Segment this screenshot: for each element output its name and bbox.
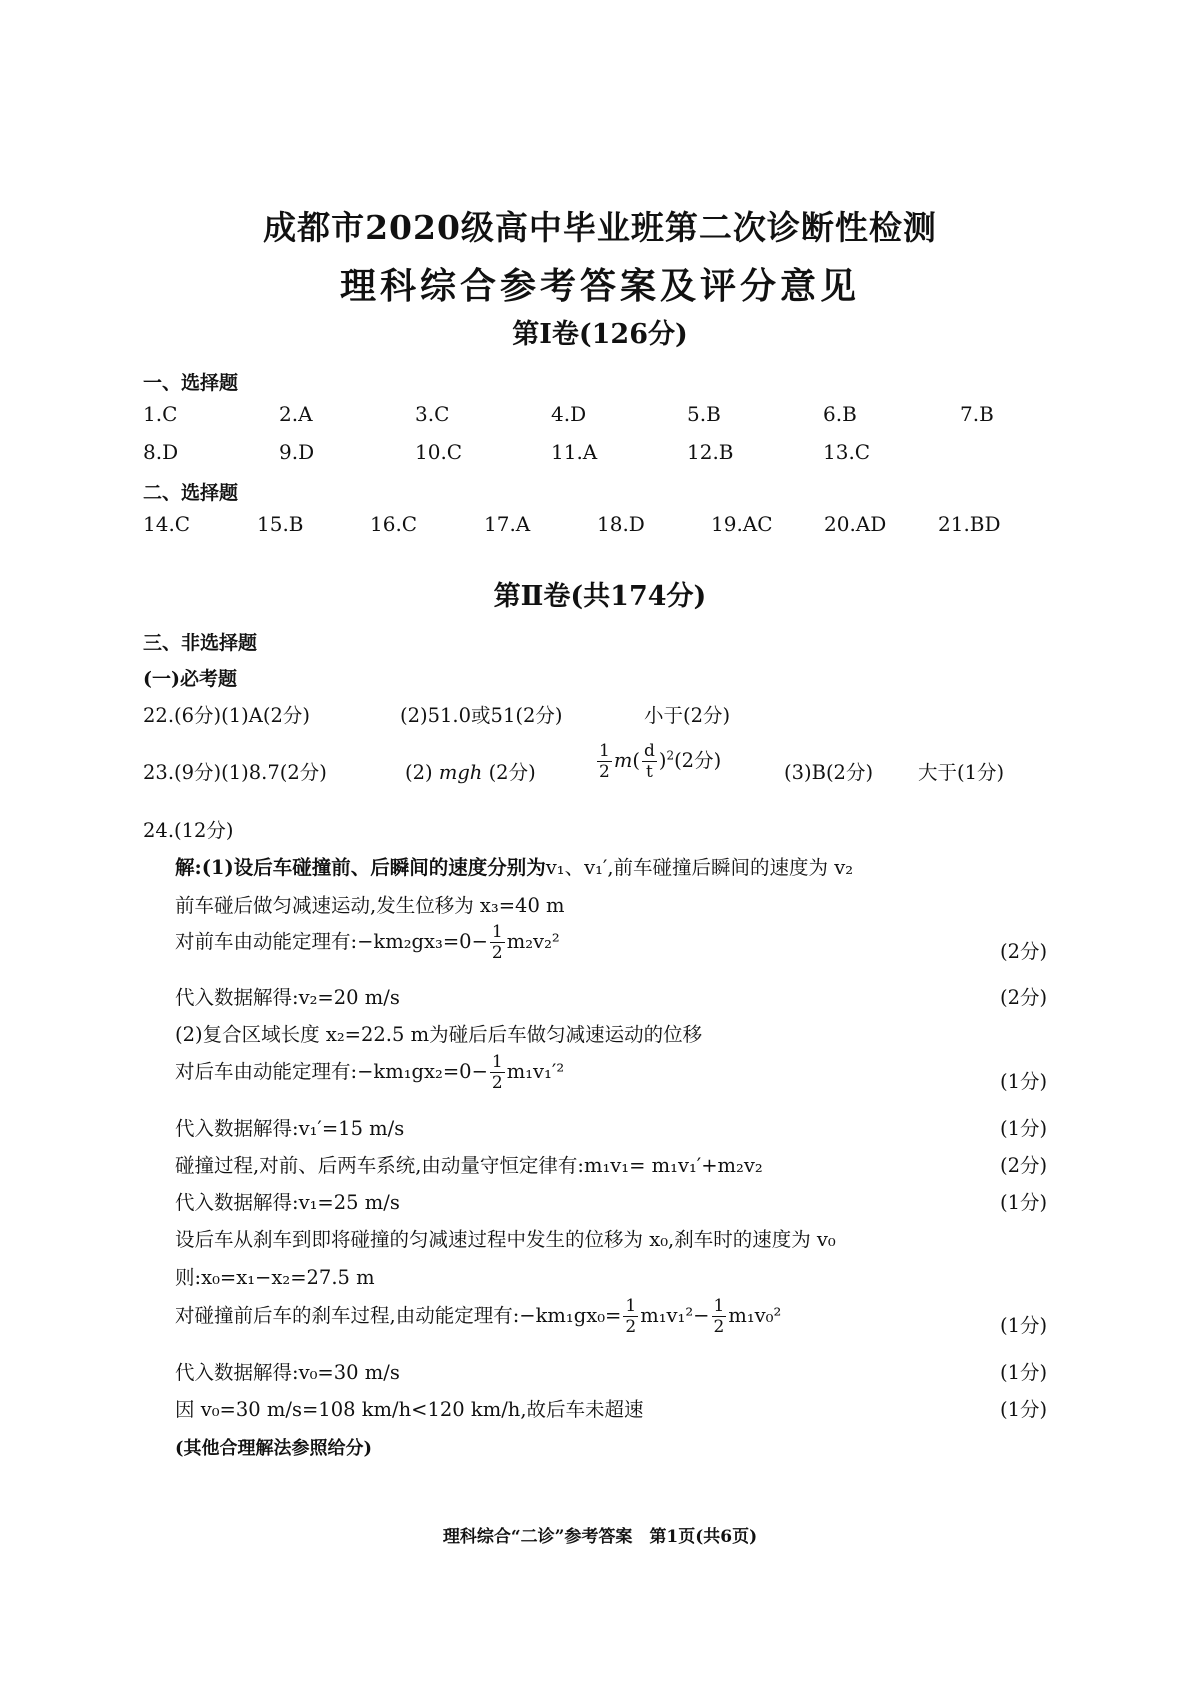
fraction-half: $\frac{1}{2}$ bbox=[491, 922, 503, 963]
q24-line4: 代入数据解得:v₂=20 m/s bbox=[175, 986, 400, 1009]
q24-score-12: (1分) bbox=[1000, 1314, 1048, 1337]
answer-7: 7.B bbox=[960, 402, 994, 426]
answer-12: 12.B bbox=[687, 440, 734, 464]
answer-11: 11.A bbox=[551, 440, 598, 464]
document-subtitle: 理科综合参考答案及评分意见 bbox=[339, 265, 860, 307]
q24-score-9: (1分) bbox=[1000, 1191, 1048, 1214]
q24-note: (其他合理解法参照给分) bbox=[175, 1438, 373, 1459]
answer-2: 2.A bbox=[279, 402, 313, 426]
answer-8: 8.D bbox=[143, 440, 179, 464]
q23-kinetic-formula: $\frac{1}{2}$ m( $\frac{d}{t}$ )$^2$(2分) bbox=[599, 741, 722, 782]
q24-line7: 代入数据解得:v₁′=15 m/s bbox=[175, 1117, 405, 1140]
page-footer: 理科综合“二诊”参考答案 第1页(共6页) bbox=[442, 1527, 758, 1547]
q24-score-3: (2分) bbox=[1000, 940, 1048, 963]
answer-20: 20.AD bbox=[824, 512, 887, 536]
answer-18: 18.D bbox=[597, 512, 645, 536]
answer-16: 16.C bbox=[370, 512, 418, 536]
part1-heading: 第Ⅰ卷(126分) bbox=[512, 319, 688, 350]
fraction-half: $\frac{1}{2}$ bbox=[713, 1296, 725, 1337]
q23-part3: (3)B(2分) bbox=[784, 761, 874, 784]
q23-part4: 大于(1分) bbox=[918, 761, 1005, 784]
q24-line8: 碰撞过程,对前、后两车系统,由动量守恒定律有:m₁v₁= m₁v₁′+m₂v₂ bbox=[175, 1154, 763, 1177]
answer-5: 5.B bbox=[687, 402, 721, 426]
q24-line12: 对碰撞前后车的刹车过程,由动能定理有:−km₁gx₀= $\frac{1}{2}$ m₁v₁²− $\frac{1}{2}$ m₁v₀² bbox=[175, 1296, 782, 1337]
answer-9: 9.D bbox=[279, 440, 315, 464]
q24-score-4: (2分) bbox=[1000, 986, 1048, 1009]
answer-1: 1.C bbox=[143, 402, 178, 426]
q24-head: 24.(12分) bbox=[143, 819, 234, 842]
q23-score: (2分) bbox=[488, 761, 536, 784]
q24-score-8: (2分) bbox=[1000, 1154, 1048, 1177]
q23-part2 bbox=[405, 757, 536, 785]
answer-17: 17.A bbox=[484, 512, 531, 536]
q24-score-7: (1分) bbox=[1000, 1117, 1048, 1140]
answer-13: 13.C bbox=[823, 440, 871, 464]
answer-19: 19.AC bbox=[711, 512, 773, 536]
answer-3: 3.C bbox=[415, 402, 450, 426]
q24-score-14: (1分) bbox=[1000, 1398, 1048, 1421]
answer-4: 4.D bbox=[551, 402, 587, 426]
answer-21: 21.BD bbox=[938, 512, 1001, 536]
fraction-half: $\frac{1}{2}$ bbox=[599, 741, 610, 782]
section2-heading: 二、选择题 bbox=[143, 482, 239, 504]
q24-line6: 对后车由动能定理有:−km₁gx₂=0− $\frac{1}{2}$ m₁v₁′² bbox=[175, 1052, 565, 1093]
q24-line1: 解:(1)设后车碰撞前、后瞬间的速度分别为v₁、v₁′,前车碰撞后瞬间的速度为 v₂ bbox=[175, 856, 854, 879]
q23-mgh: mgh bbox=[438, 761, 483, 784]
part2-heading: 第Ⅱ卷(共174分) bbox=[493, 581, 707, 612]
q22-part3: 小于(2分) bbox=[644, 704, 731, 727]
q24-line3: 对前车由动能定理有:−km₂gx₃=0− $\frac{1}{2}$ m₂v₂² bbox=[175, 922, 560, 963]
q22-part2: (2)51.0或51(2分) bbox=[400, 704, 563, 727]
section3-heading: 三、非选择题 bbox=[143, 632, 258, 654]
section1-heading: 一、选择题 bbox=[143, 372, 239, 394]
q23-part1: 23.(9分)(1)8.7(2分) bbox=[143, 761, 327, 784]
q23-label: (2) bbox=[405, 761, 433, 784]
answer-14: 14.C bbox=[143, 512, 191, 536]
fraction-half: $\frac{1}{2}$ bbox=[625, 1296, 637, 1337]
document-title: 成都市2020级高中毕业班第二次诊断性检测 bbox=[263, 208, 937, 247]
answer-6: 6.B bbox=[823, 402, 857, 426]
q24-line10: 设后车从刹车到即将碰撞的匀减速过程中发生的位移为 x₀,刹车时的速度为 v₀ bbox=[175, 1228, 836, 1251]
fraction-half: $\frac{1}{2}$ bbox=[491, 1052, 503, 1093]
q24-line9: 代入数据解得:v₁=25 m/s bbox=[175, 1191, 400, 1214]
answer-15: 15.B bbox=[257, 512, 304, 536]
q24-line2: 前车碰后做匀减速运动,发生位移为 x₃=40 m bbox=[175, 894, 565, 917]
q22-part1: 22.(6分)(1)A(2分) bbox=[143, 704, 310, 727]
subsection-heading: (一)必考题 bbox=[143, 668, 237, 690]
answer-10: 10.C bbox=[415, 440, 463, 464]
fraction-d-over-t: $\frac{d}{t}$ bbox=[643, 741, 655, 782]
q24-score-6: (1分) bbox=[1000, 1070, 1048, 1093]
q24-line14: 因 v₀=30 m/s=108 km/h<120 km/h,故后车未超速 bbox=[175, 1398, 644, 1421]
q24-line11: 则:x₀=x₁−x₂=27.5 m bbox=[175, 1266, 375, 1289]
q24-line13: 代入数据解得:v₀=30 m/s bbox=[175, 1361, 400, 1384]
q24-line5: (2)复合区域长度 x₂=22.5 m为碰后后车做匀减速运动的位移 bbox=[175, 1023, 703, 1046]
q24-score-13: (1分) bbox=[1000, 1361, 1048, 1384]
